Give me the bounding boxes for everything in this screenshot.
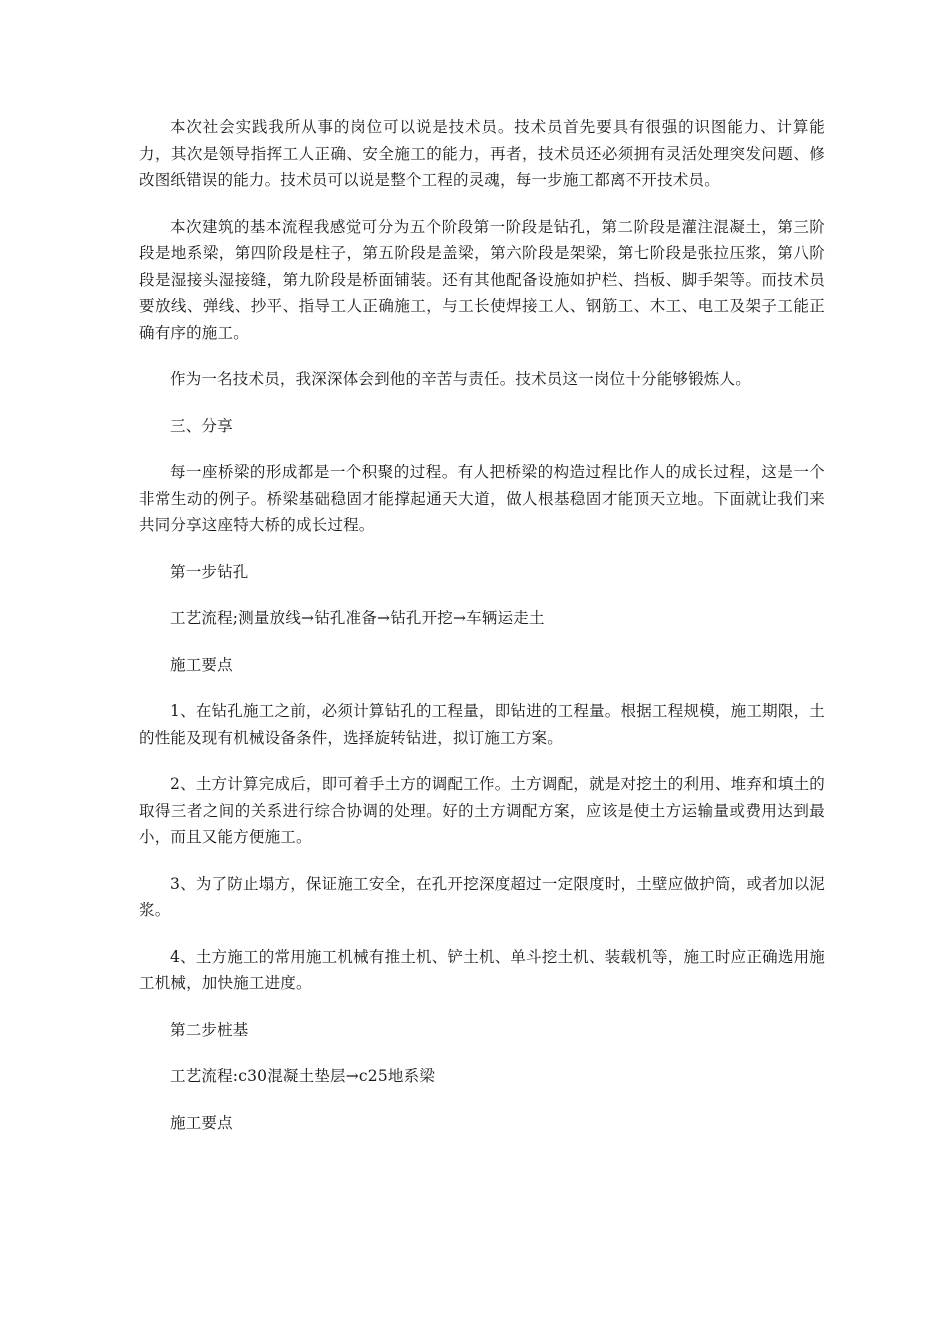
section-heading-share: 三、分享 (170, 416, 233, 435)
process-flow-drilling: 工艺流程;测量放线→钻孔准备→钻孔开挖→车辆运走土 (170, 609, 545, 627)
paragraph-technician-role: 本次社会实践我所从事的岗位可以说是技术员。技术员首先要具有很强的识图能力、计算能力，其次是领导指挥工人正确、安全施工的能力，再者，技术员还必须拥有灵活处理突发问题、修改图纸错误的能力。技术员可以说是整个工程的灵魂，每一步施工都离不开技术员。 (139, 118, 825, 189)
key-point-item-2: 2、土方计算完成后，即可着手土方的调配工作。土方调配，就是对挖土的利用、堆弃和填土的取得三者之间的关系进行综合协调的处理。好的土方调配方案，应该是使土方运输量或费用达到最小，而且又能方便施工。 (139, 775, 825, 846)
key-point-item-1: 1、在钻孔施工之前，必须计算钻孔的工程量，即钻进的工程量。根据工程规模，施工期限，土的性能及现有机械设备条件，选择旋转钻进，拟订施工方案。 (139, 702, 825, 747)
key-point-item-4: 4、土方施工的常用施工机械有推土机、铲土机、单斗挖土机、装载机等，施工时应正确选用施工机械，加快施工进度。 (139, 947, 825, 992)
paragraph-responsibility: 作为一名技术员，我深深体会到他的辛苦与责任。技术员这一岗位十分能够锻炼人。 (170, 370, 751, 388)
paragraph-construction-stages: 本次建筑的基本流程我感觉可分为五个阶段第一阶段是钻孔，第二阶段是灌注混凝土，第三阶段是地系梁，第四阶段是柱子，第五阶段是盖梁，第六阶段是架梁，第七阶段是张拉压浆，第八阶段是湿接头湿接缝，第九阶段是桥面铺装。还有其他配备设施如护栏、挡板、脚手架等。而技术员要放线、弹线、抄平、指导工人正确施工，与工长使焊接工人、钢筋工、木工、电工及架子工能正确有序的施工。 (139, 217, 825, 342)
key-point-item-3: 3、为了防止塌方，保证施工安全，在孔开挖深度超过一定限度时，土壁应做护筒，或者加以泥浆。 (139, 874, 825, 919)
document-body (139, 114, 825, 1156)
key-points-heading-1: 施工要点 (170, 655, 233, 674)
key-points-heading-2: 施工要点 (170, 1113, 233, 1132)
step-heading-drilling: 第一步钻孔 (170, 562, 249, 581)
process-flow-pile-foundation: 工艺流程:c30混凝土垫层→c25地系梁 (170, 1067, 436, 1085)
step-heading-pile-foundation: 第二步桩基 (170, 1020, 249, 1039)
paragraph-bridge-growth: 每一座桥梁的形成都是一个积聚的过程。有人把桥梁的构造过程比作人的成长过程，这是一个非常生动的例子。桥梁基础稳固才能撑起通天大道，做人根基稳固才能顶天立地。下面就让我们来共同分享这座特大桥的成长过程。 (139, 463, 825, 534)
